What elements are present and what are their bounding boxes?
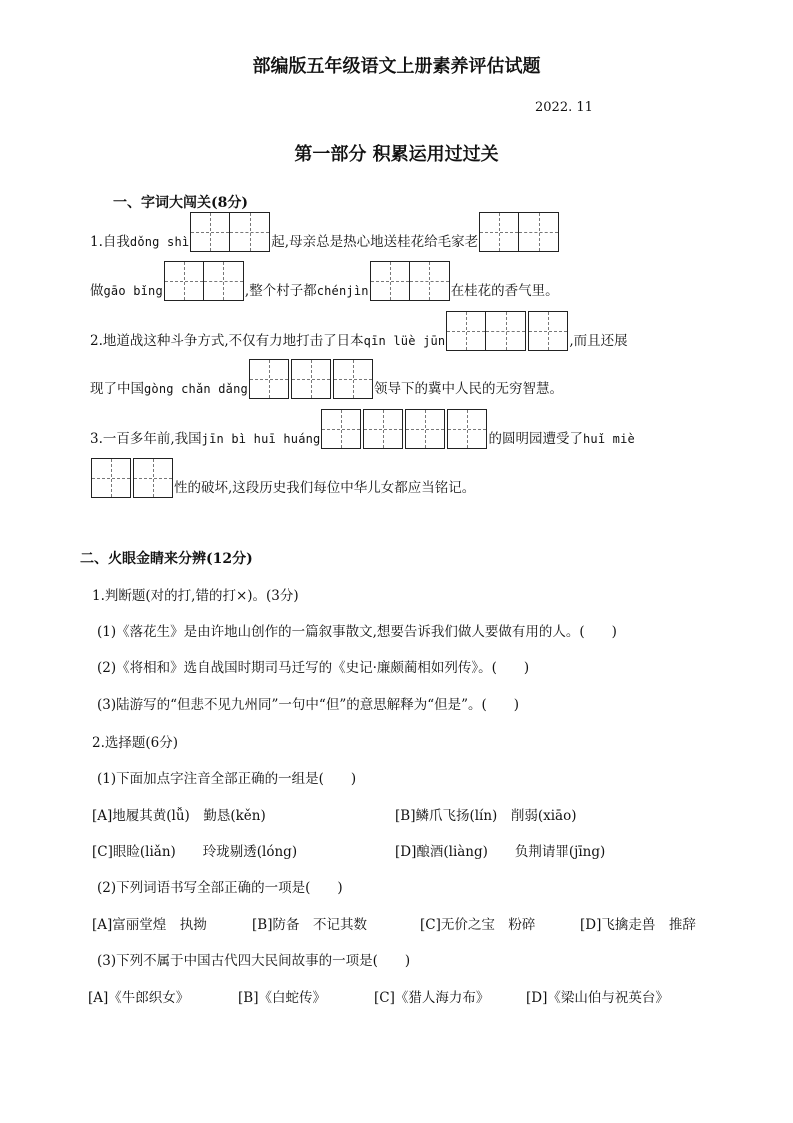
q1-line1 [90,212,560,252]
choice-q1-option-b[interactable]: [B]鳞爪飞扬(lín) 削弱(xiāo) [395,808,577,824]
q3-line2 [90,458,475,498]
q3-line1 [90,409,635,449]
choice-title: 2.选择题(6分) [92,735,179,751]
exam-title: 部编版五年级语文上册素养评估试题 [252,56,541,77]
judge-item-2: (2)《将相和》选自战国时期司马迁写的《史记·廉颇蔺相如列传》。( ) [97,660,530,676]
q1-pinyin-3: chénjìn [316,284,369,298]
q2-line2 [90,359,563,399]
choice-q1-option-d[interactable]: [D]酿酒(liàng) 负荆请罪(jīng) [395,844,606,860]
choice-q3-option-c[interactable]: [C]《猎人海力布》 [374,990,490,1006]
answer-boxes[interactable] [363,409,403,449]
answer-boxes[interactable] [333,359,373,399]
choice-q2-option-b[interactable]: [B]防备 不记其数 [252,917,367,933]
answer-boxes[interactable] [370,261,450,301]
choice-q1-option-c[interactable]: [C]眼睑(liǎn) 玲珑剔透(lóng) [92,844,298,860]
q3-text-b: 的圆明园遭受了 [488,431,583,447]
exam-date: 2022. 11 [535,100,593,115]
q2-line1 [90,311,628,351]
choice-q1-option-a[interactable]: [A]地履其黄(lǚ) 勤恳(kěn) [92,808,266,824]
choice-q2-option-a[interactable]: [A]富丽堂煌 执拗 [92,917,207,933]
answer-boxes[interactable] [164,261,244,301]
choice-q3: (3)下列不属于中国古代四大民间故事的一项是( ) [97,953,411,969]
answer-boxes[interactable] [190,212,270,252]
section2-heading: 二、火眼金睛来分辨(12分) [80,551,253,567]
answer-boxes[interactable] [133,458,173,498]
choice-q2-option-c[interactable]: [C]无价之宝 粉碎 [420,917,536,933]
q1-pinyin-2: gāo bǐng [103,284,163,298]
judge-title: 1.判断题(对的打,错的打×)。(3分) [92,588,299,604]
answer-boxes[interactable] [447,409,487,449]
choice-q2-option-d[interactable]: [D]飞擒走兽 推辞 [580,917,696,933]
q1-line2 [90,261,559,301]
answer-boxes[interactable] [446,311,526,351]
q2-text-c: 现了中国 [90,381,144,397]
answer-boxes[interactable] [291,359,331,399]
judge-item-3: (3)陆游写的“但悲不见九州同”一句中“但”的意思解释为“但是”。( ) [97,697,520,713]
q3-text-c: 性的破坏,这段历史我们每位中华儿女都应当铭记。 [174,480,476,496]
q3-pinyin-1: jīn bì huī huáng [201,432,321,446]
q2-text-d: 领导下的冀中人民的无穷智慧。 [373,381,563,397]
answer-boxes[interactable] [528,311,568,351]
q1-pinyin-1: dǒng shì [129,235,190,249]
judge-item-1: (1)《落花生》是由许地山创作的一篇叙事散文,想要告诉我们做人要做有用的人。( ) [97,624,617,640]
section1-heading: 一、字词大闯关(8分) [113,195,248,211]
choice-q3-option-a[interactable]: [A]《牛郎织女》 [88,990,190,1006]
q1-text-c: 做 [90,283,104,299]
answer-boxes[interactable] [321,409,361,449]
choice-q3-option-d[interactable]: [D]《梁山伯与祝英台》 [526,990,669,1006]
choice-q3-option-b[interactable]: [B]《白蛇传》 [238,990,326,1006]
q1-text-a: 1.自我 [90,234,130,250]
answer-boxes[interactable] [405,409,445,449]
q2-text-a: 2.地道战这种斗争方式,不仅有力地打击了日本 [90,333,364,349]
part-title: 第一部分 积累运用过过关 [294,144,499,165]
q1-text-d: ,整个村子都 [244,283,317,299]
choice-q2: (2)下列词语书写全部正确的一项是( ) [97,880,343,896]
q2-pinyin-2: gòng chǎn dǎng [144,382,248,396]
q3-pinyin-2: huǐ miè [582,432,635,446]
q2-pinyin-1: qīn lüè jūn [363,334,446,348]
q1-text-e: 在桂花的香气里。 [450,283,559,299]
q2-text-b: ,而且还展 [569,333,628,349]
answer-boxes[interactable] [479,212,559,252]
q1-text-b: 起,母亲总是热心地送桂花给毛家老 [271,234,479,250]
answer-boxes[interactable] [249,359,289,399]
choice-q1: (1)下面加点字注音全部正确的一组是( ) [97,771,357,787]
answer-boxes[interactable] [91,458,131,498]
q3-text-a: 3.一百多年前,我国 [90,431,202,447]
